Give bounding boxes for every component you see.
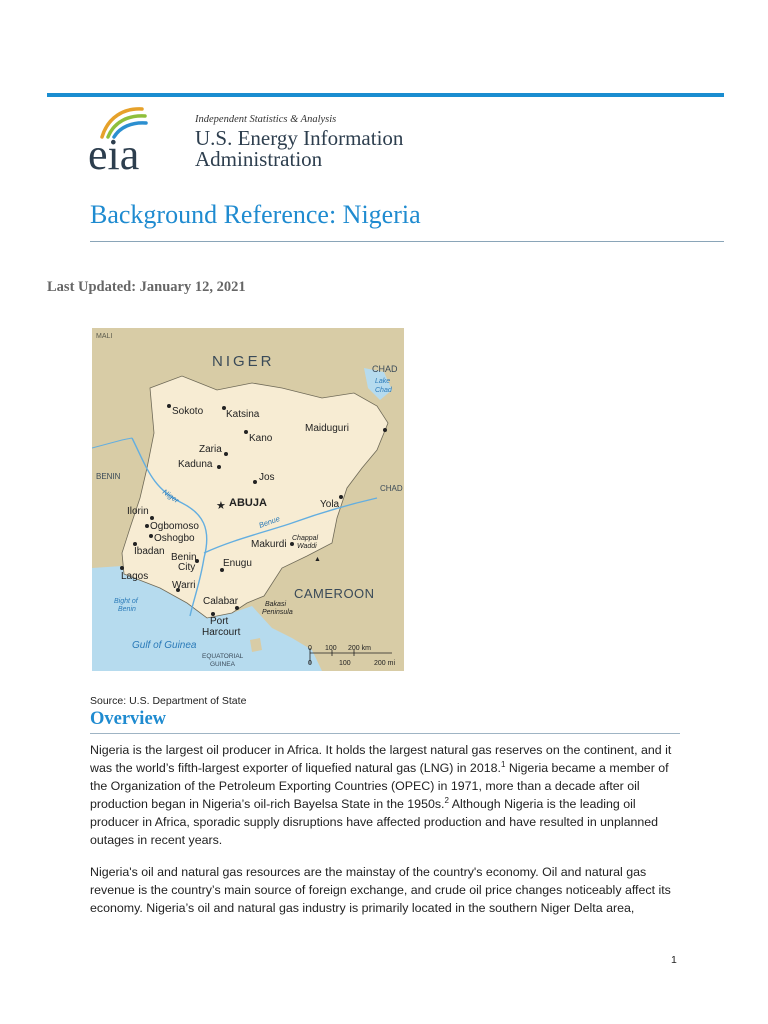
country-label-cameroon: CAMEROON bbox=[294, 586, 375, 601]
city-dot-oshogbo bbox=[149, 534, 153, 538]
city-label-sokoto: Sokoto bbox=[172, 406, 204, 417]
city-label-zaria: Zaria bbox=[199, 444, 222, 455]
footnote-ref-1[interactable]: 1 bbox=[500, 759, 506, 769]
benue-river-label: Benue bbox=[257, 514, 282, 530]
city-label-ogbomoso: Ogbomoso bbox=[150, 521, 199, 532]
city-label-kano: Kano bbox=[249, 433, 273, 444]
feature-label-bakasi: Bakasi bbox=[265, 601, 287, 608]
lake-chad-label-2: Chad bbox=[375, 387, 392, 394]
city-dot-lagos bbox=[120, 566, 124, 570]
capital-star-icon: ★ bbox=[216, 500, 226, 512]
scale-label-km-100: 100 bbox=[325, 645, 337, 652]
document-title: Background Reference: Nigeria bbox=[90, 200, 421, 229]
country-label-mali: MALI bbox=[96, 333, 113, 340]
paragraph-1-text-b: Nigeria became a member of the Organization of the Petroleum Exporting Countries (OPEC) in 1971, more than a decade after oil production began in Nigeria’s oil-rich Bayelsa State in the 1950s. bbox=[90, 761, 669, 811]
city-label-jos: Jos bbox=[259, 472, 275, 483]
bioko-island bbox=[250, 638, 262, 652]
city-label-calabar: Calabar bbox=[203, 596, 239, 607]
scale-label-mi-200: 200 mi bbox=[374, 660, 396, 667]
bight-of-benin-label: Bight of bbox=[114, 598, 138, 605]
city-dot-yola bbox=[339, 495, 343, 499]
city-dot-zaria bbox=[224, 452, 228, 456]
city-label-makurdi: Makurdi bbox=[251, 539, 287, 550]
capital-label-abuja: ABUJA bbox=[229, 497, 267, 509]
city-dot-jos bbox=[253, 480, 257, 484]
bight-of-benin-label-2: Benin bbox=[118, 606, 136, 613]
nigeria-map bbox=[92, 328, 404, 671]
scale-label-km-200: 200 km bbox=[348, 645, 371, 652]
gulf-of-guinea-label: Gulf of Guinea bbox=[132, 640, 197, 651]
city-label-maiduguri: Maiduguri bbox=[305, 423, 349, 434]
city-label-oshogbo: Oshogbo bbox=[154, 533, 195, 544]
country-label-chad: CHAD bbox=[372, 364, 398, 374]
country-label-niger: NIGER bbox=[212, 353, 275, 370]
city-dot-kano bbox=[244, 430, 248, 434]
map-source: Source: U.S. Department of State bbox=[90, 695, 247, 707]
country-label-benin: BENIN bbox=[96, 472, 121, 481]
city-dot-makurdi bbox=[290, 542, 294, 546]
eia-logo bbox=[88, 103, 418, 175]
mountain-marker-icon: ▲ bbox=[314, 556, 321, 563]
city-label-ilorin: Ilorin bbox=[127, 506, 149, 517]
city-label-kaduna: Kaduna bbox=[178, 459, 213, 470]
country-label-equatorial-guinea: EQUATORIAL bbox=[202, 653, 244, 660]
paragraph-1-text-a: Nigeria is the largest oil producer in Africa. It holds the largest natural gas reserves on the continent, and it was the world’s fifth-largest exporter of liquefied natural gas (LNG) in 2018. bbox=[90, 743, 672, 775]
scale-label-km-0: 0 bbox=[308, 645, 312, 652]
city-label-port-harcourt: Port bbox=[210, 616, 229, 627]
overview-paragraph-2: Nigeria's oil and natural gas resources are the mainstay of the country's economy. Oil and natural gas revenue is the country’s main source of foreign exchange, and crude oil price changes noticeably affect its economy. Nigeria’s oil and natural gas industry is primarily located in the southern Niger Delta area, bbox=[90, 865, 671, 915]
city-label-enugu: Enugu bbox=[223, 558, 252, 569]
scale-label-mi-100: 100 bbox=[339, 660, 351, 667]
footnote-ref-2[interactable]: 2 bbox=[444, 795, 449, 805]
city-dot-ogbomoso bbox=[145, 524, 149, 528]
organization-name: U.S. Energy Information Administration bbox=[195, 126, 404, 171]
city-dot-sokoto bbox=[167, 404, 171, 408]
city-label-katsina: Katsina bbox=[226, 409, 260, 420]
city-dot-kaduna bbox=[217, 465, 221, 469]
city-label-ibadan: Ibadan bbox=[134, 546, 165, 557]
country-label-equatorial-guinea-2: GUINEA bbox=[210, 661, 235, 668]
city-label-benin-city: Benin bbox=[171, 552, 197, 563]
section-divider bbox=[90, 733, 680, 734]
title-divider bbox=[90, 241, 724, 242]
section-heading-overview: Overview bbox=[90, 709, 167, 729]
logo-tagline: Independent Statistics & Analysis bbox=[195, 114, 337, 125]
feature-label-chappal-waddi: Chappal bbox=[292, 535, 319, 542]
city-label-lagos: Lagos bbox=[121, 571, 149, 582]
overview-paragraph-1 bbox=[90, 741, 686, 849]
country-label-chad-east: CHAD bbox=[380, 484, 403, 493]
city-dot-maiduguri bbox=[383, 428, 387, 432]
scale-label-mi-0: 0 bbox=[308, 660, 312, 667]
page-number: 1 bbox=[671, 954, 677, 966]
feature-label-chappal-waddi-2: Waddi bbox=[297, 543, 317, 550]
feature-label-bakasi-2: Peninsula bbox=[262, 609, 293, 616]
city-label-warri: Warri bbox=[172, 580, 196, 591]
nigeria-map-svg bbox=[92, 328, 404, 671]
city-label-yola: Yola bbox=[320, 499, 340, 510]
last-updated: Last Updated: January 12, 2021 bbox=[47, 279, 246, 295]
city-label-port-harcourt-2: Harcourt bbox=[202, 627, 241, 638]
city-label-benin-city-2: City bbox=[178, 562, 196, 573]
city-dot-ilorin bbox=[150, 516, 154, 520]
logo-wordmark: eia bbox=[88, 130, 140, 175]
lake-chad-label: Lake bbox=[375, 378, 391, 385]
header-rule bbox=[47, 93, 724, 97]
eia-logo-icon bbox=[88, 103, 168, 175]
paragraph-1-text-c: Although Nigeria is the leading oil producer in Africa, sporadic supply disruptions have affected production and have resulted in unplanned outages in recent years. bbox=[90, 797, 659, 847]
niger-river-label: Niger bbox=[160, 487, 181, 505]
